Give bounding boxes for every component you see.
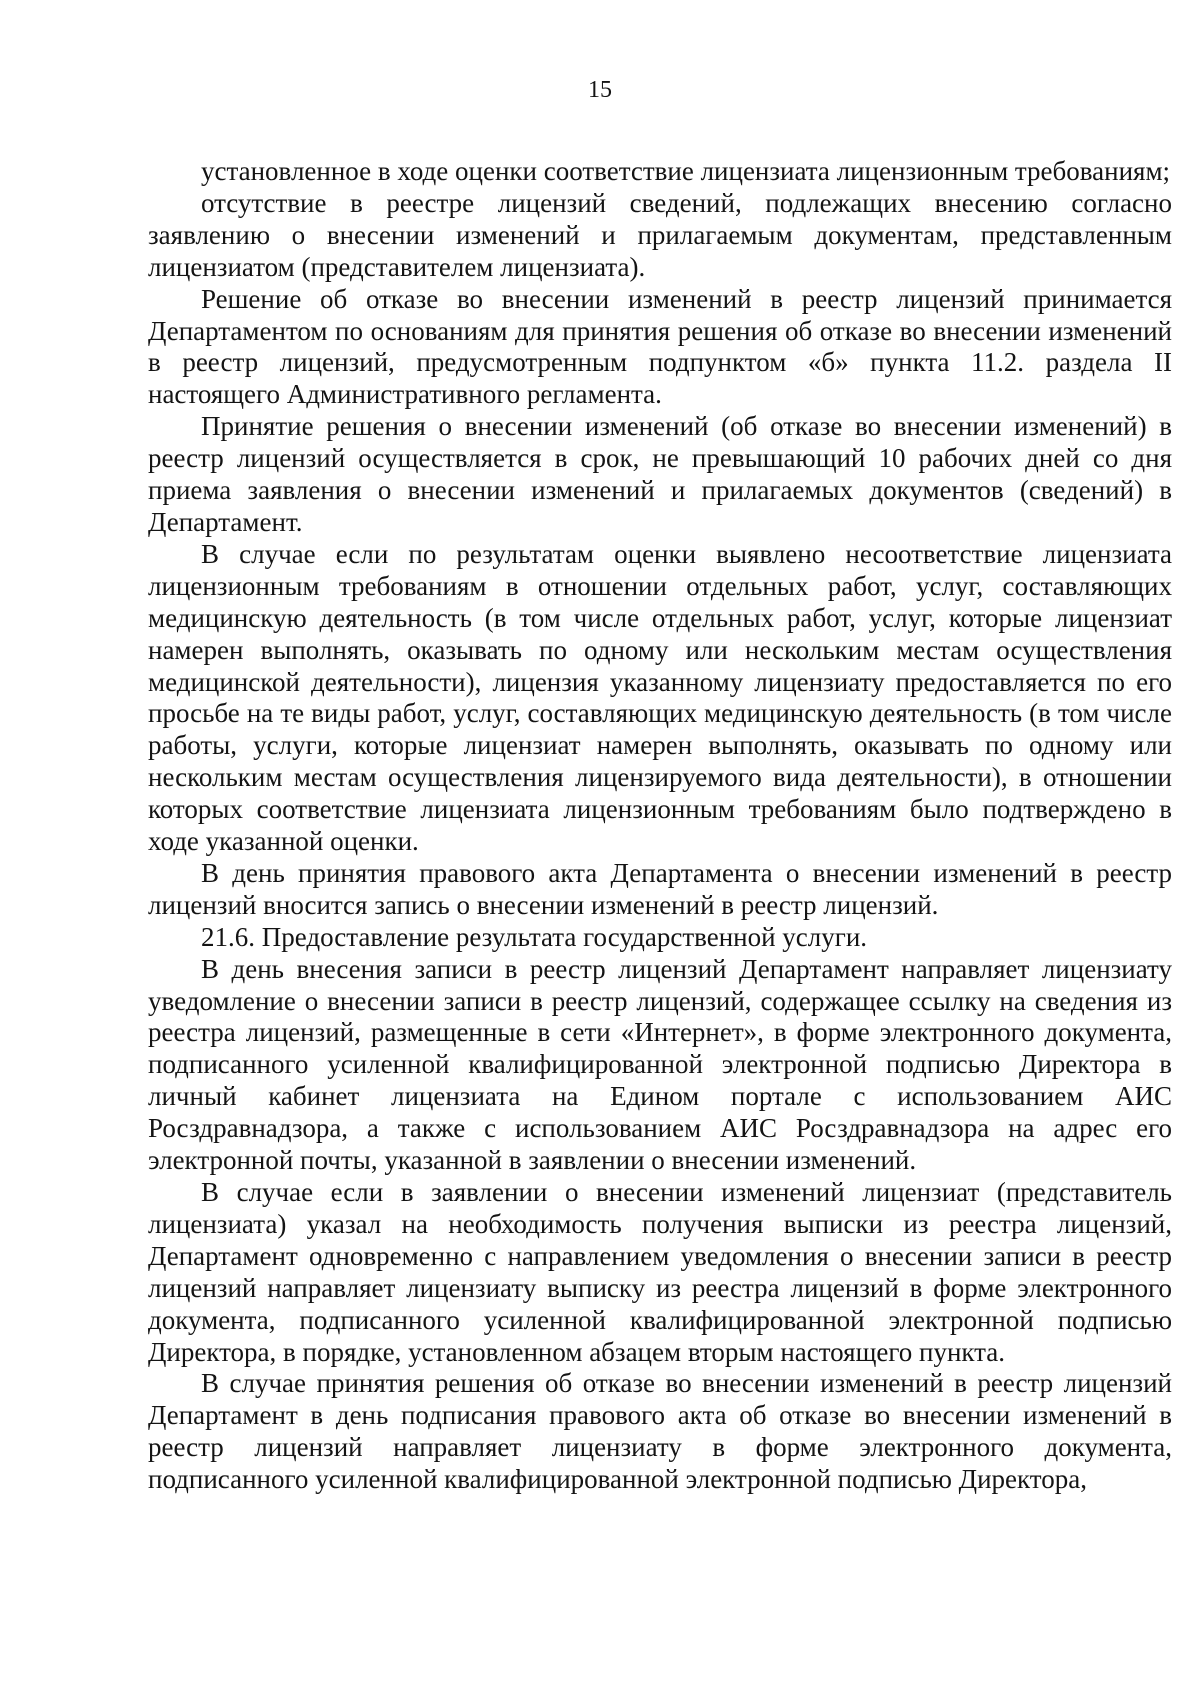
paragraph: В случае если по результатам оценки выявлено несоответствие лицензиата лицензионным требованиям в отношении отдельных работ, услуг, составляющих медицинскую деятельность (в том числе отдельных работ, услуг, которые лицензиат намерен выполнять, оказывать по одному или нескольким местам осуществления медицинской деятельности), лицензия указанному лицензиату предоставляется по его просьбе на те виды работ, услуг, составляющих медицинскую деятельность (в том числе работы, услуги, которые лицензиат намерен выполнять, оказывать по одному или нескольким местам осуществления лицензируемого вида деятельности), в отношении которых соответствие лицензиата лицензионным требованиям было подтверждено в ходе указанной оценки. (148, 538, 1172, 857)
paragraph: Решение об отказе во внесении изменений в реестр лицензий принимается Департаментом по основаниям для принятия решения об отказе во внесении изменений в реестр лицензий, предусмотренным подпунктом «б» пункта 11.2. раздела II настоящего Административного регламента. (148, 283, 1172, 410)
paragraph: отсутствие в реестре лицензий сведений, подлежащих внесению согласно заявлению о внесении изменений и прилагаемым документам, представленным лицензиатом (представителем лицензиата). (148, 187, 1172, 282)
section-heading: 21.6. Предоставление результата государственной услуги. (201, 921, 868, 952)
paragraph: установленное в ходе оценки соответствие лицензиата лицензионным требованиям; (201, 156, 1171, 186)
paragraph: В случае если в заявлении о внесении изменений лицензиат (представитель лицензиата) указал на необходимость получения выписки из реестра лицензий, Департамент одновременно с направлением уведомления о внесении записи в реестр лицензий направляет лицензиату выписку из реестра лицензий в форме электронного документа, подписанного усиленной квалифицированной электронной подписью Директора, в порядке, установленном абзацем вторым настоящего пункта. (148, 1177, 1172, 1367)
paragraph: В день принятия правового акта Департамента о внесении изменений в реестр лицензий вносится запись о внесении изменений в реестр лицензий. (148, 857, 1172, 920)
paragraph: В день внесения записи в реестр лицензий Департамент направляет лицензиату уведомление о внесении записи в реестр лицензий, содержащее ссылку на сведения из реестра лицензий, размещенные в сети «Интернет», в форме электронного документа, подписанного усиленной квалифицированной электронной подписью Директора в личный кабинет лицензиата на Едином портале с использованием АИС Росздравнадзора, а также с использованием АИС Росздравнадзора на адрес его электронной почты, указанной в заявлении о внесении изменений. (148, 953, 1172, 1176)
paragraph: Принятие решения о внесении изменений (об отказе во внесении изменений) в реестр лицензий осуществляется в срок, не превышающий 10 рабочих дней со дня приема заявления о внесении изменений и прилагаемых документов (сведений) в Департамент. (148, 411, 1172, 537)
paragraph: В случае принятия решения об отказе во внесении изменений в реестр лицензий Департамент в день подписания правового акта об отказе во внесении изменений в реестр лицензий направляет лицензиату в форме электронного документа, подписанного усиленной квалифицированной электронной подписью Директора, (148, 1368, 1172, 1495)
document-body (148, 156, 1172, 1496)
page-number: 15 (588, 77, 612, 103)
